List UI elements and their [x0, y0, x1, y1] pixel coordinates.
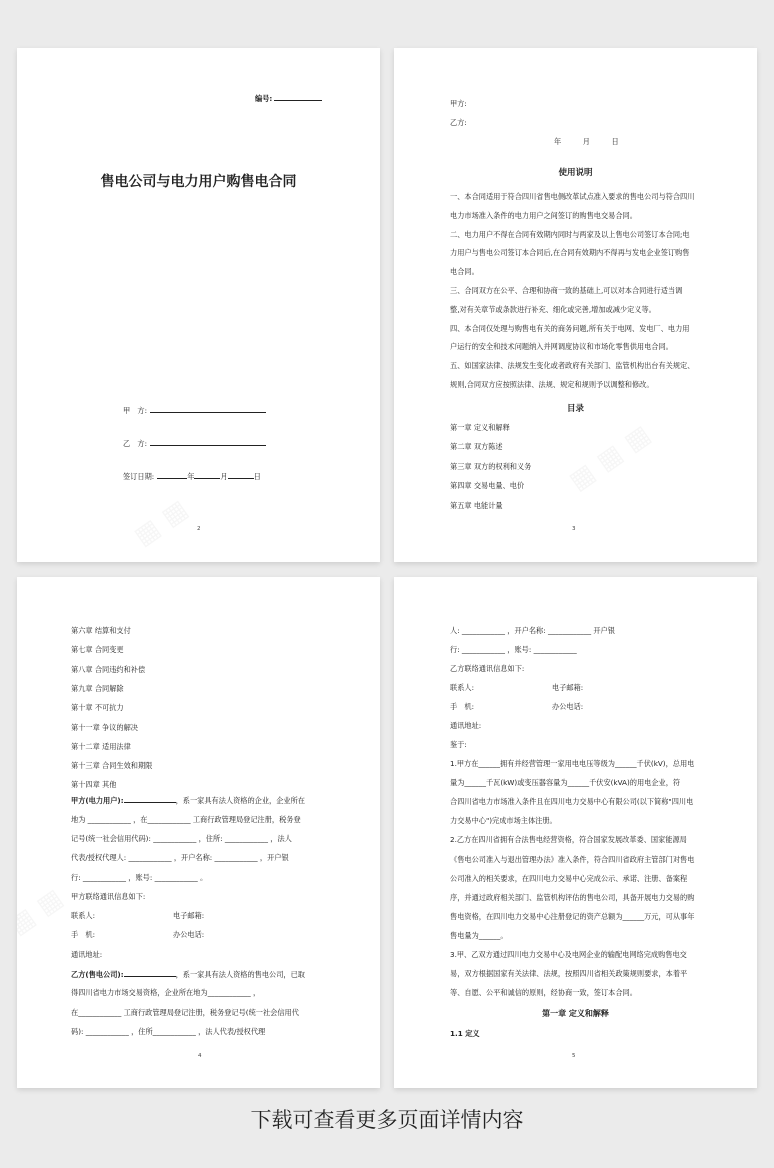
toc-item: 第一章 定义和解释	[450, 423, 510, 432]
party-b-line: 得四川省电力市场交易资格，企业所在地为____________ ，	[71, 988, 261, 997]
clause-line: 《售电公司准入与退出管理办法》准入条件，符合四川省政府主管部门对售电	[450, 854, 695, 864]
contact-row: 手 机: 办公电话:	[450, 702, 584, 711]
toc-item: 第七章 合同变更	[71, 645, 124, 655]
document-page-1	[17, 48, 380, 562]
party-a-line: 行: ____________ ，账号: ____________ 。	[71, 873, 208, 882]
chapter-title: 第一章 定义和解释	[542, 1009, 609, 1018]
party-a-label: 甲方:	[450, 99, 467, 108]
section-heading: 1.1 定义	[450, 1029, 480, 1038]
party-b-intro: 乙方(售电公司): ，系一家具有法人资格的售电公司，已取	[71, 970, 305, 979]
clause-line: 等、自愿、公平和诚信的原则，经协商一致，签订本合同。	[450, 988, 637, 998]
page-number: 4	[198, 1053, 202, 1059]
clause-line: 2.乙方在四川省拥有合法售电经营资格，符合国家发展改革委、国家能源局	[450, 835, 687, 845]
footer-caption: 下载可查看更多页面详情内容	[250, 1108, 524, 1132]
instruction-line: 二、电力用户不得在合同有效期内同时与两家及以上售电公司签订本合同;电	[450, 229, 690, 239]
toc-item: 第六章 结算和支付	[71, 626, 131, 635]
instruction-line: 力用户与售电公司签订本合同后,在合同有效期内不得再与发电企业签订购售	[450, 248, 690, 258]
toc-item: 第十章 不可抗力	[71, 703, 124, 713]
toc-item: 第九章 合同解除	[71, 683, 124, 693]
clause-line: 易，双方根据国家有关法律、法规，按照四川省相关政策规则要求，本着平	[450, 969, 688, 979]
party-a-line: 记号(统一社会信用代码): ____________ ，住所: ____________ ，法人	[71, 834, 292, 843]
instructions-title: 使用说明	[558, 168, 593, 178]
document-page-2	[394, 48, 757, 562]
instruction-line: 户运行的安全和技术问题纳入并网调度协议和市场化零售供用电合同。	[450, 342, 673, 352]
party-b-line: 码): ____________ ，住所____________ ，法人代表/授权代理	[71, 1027, 266, 1036]
instruction-line: 一、本合同适用于符合四川省售电侧改革试点准入要求的售电公司与符合四川	[450, 192, 695, 201]
instruction-line: 规则,合同双方应按照法律、法规、规定和规则予以调整和修改。	[450, 380, 654, 389]
contact-row: 手 机: 办公电话:	[71, 930, 205, 939]
party-a-line: 地为 ____________ ，在____________ 工商行政管理局登记注册，税务登	[71, 815, 301, 824]
party-b-field: 乙 方:	[123, 438, 266, 448]
contact-title: 甲方联络通讯信息如下:	[71, 892, 146, 901]
toc-item: 第十四章 其他	[71, 780, 117, 790]
document-page-3	[17, 577, 380, 1088]
party-b-line: 在____________ 工商行政管理局登记注册，税务登记号(统一社会信用代	[71, 1008, 299, 1017]
page-title: 售电公司与电力用户购售电合同	[100, 174, 297, 190]
bank-line: 行: ____________ ，账号: ____________	[450, 645, 577, 654]
watermark	[17, 883, 69, 941]
clause-line: 售电量为______。	[450, 930, 508, 940]
address-label: 通讯地址:	[71, 950, 103, 959]
toc-item: 第八章 合同违约和补偿	[71, 664, 146, 674]
toc-item: 第五章 电能计量	[450, 500, 503, 510]
bank-line: 人: ____________ ，开户名称: ____________ 开户银	[450, 626, 615, 635]
contract-number-label: 编号:	[255, 94, 273, 103]
date-line: 年 月 日	[554, 137, 619, 146]
instruction-line: 三、合同双方在公平、合理和协商一致的基础上,可以对本合同进行适当调	[450, 286, 683, 295]
instruction-line: 电合同。	[450, 267, 479, 277]
contact-row: 联系人: 电子邮箱:	[71, 911, 205, 920]
page-number: 5	[572, 1053, 576, 1059]
instruction-line: 电力市场准入条件的电力用户之间签订的购售电交易合同。	[450, 210, 637, 220]
toc-item: 第二章 双方陈述	[450, 442, 503, 452]
contact-title: 乙方联络通讯信息如下:	[450, 664, 525, 673]
page-number: 2	[197, 526, 201, 532]
contact-row: 联系人: 电子邮箱:	[450, 683, 584, 692]
instruction-line: 整,对有关章节或条款进行补充、细化或完善,增加或减少定义等。	[450, 304, 656, 314]
clause-line: 3.甲、乙双方通过四川电力交易中心及电网企业的输配电网络完成购售电交	[450, 950, 687, 959]
party-a-field: 甲 方:	[123, 405, 266, 415]
toc-item: 第三章 双方的权利和义务	[450, 461, 532, 471]
party-b-label: 乙方:	[450, 118, 467, 127]
clause-line: 序，并通过政府相关部门、监管机构评估的售电公司，具备开展电力交易的购	[450, 892, 695, 902]
clause-line: 量为______千瓦(kW)或变压器容量为______千伏安(kVA)的用电企业，符	[450, 778, 681, 788]
party-a-intro: 甲方(电力用户): ，系一家具有法人资格的企业，企业所在	[71, 796, 305, 805]
toc-title: 目录	[566, 404, 584, 414]
contract-number-field	[255, 93, 322, 103]
party-a-line: 代表/授权代理人: ____________ ，开户名称: ____________ ，开户银	[71, 853, 289, 862]
clause-line: 合四川省电力市场准入条件且在四川电力交易中心有限公司(以下简称"四川电	[450, 797, 694, 807]
watermark	[129, 494, 194, 552]
toc-item: 第十一章 争议的解决	[71, 722, 138, 732]
instruction-line: 四、本合同仅处理与购售电有关的商务问题,所有关于电网、发电厂、电力用	[450, 323, 690, 333]
toc-item: 第四章 交易电量、电价	[450, 481, 525, 491]
address-label: 通讯地址:	[450, 721, 482, 730]
clause-line: 1.甲方在______拥有并经营管理一家用电电压等级为______千伏(kV)，总用电	[450, 759, 695, 768]
contract-number-blank	[274, 93, 322, 101]
page-number: 3	[572, 526, 576, 532]
clause-line: 力交易中心")完成市场主体注册。	[450, 816, 557, 826]
toc-item: 第十二章 适用法律	[71, 741, 131, 751]
clause-line: 售电资格，在四川电力交易中心注册登记的资产总额为______万元，可从事年	[450, 911, 695, 921]
instruction-line: 五、如国家法律、法规发生变化或者政府有关部门、监管机构出台有关规定、	[450, 361, 695, 371]
clause-line: 公司准入的相关要求，在四川电力交易中心完成公示、承诺、注册、备案程	[450, 873, 688, 883]
whereas-label: 鉴于:	[450, 740, 467, 749]
document-page-4	[394, 577, 757, 1088]
sign-date-field: 签订日期: 年 月 日	[123, 472, 261, 481]
toc-item: 第十三章 合同生效和期限	[71, 761, 153, 771]
